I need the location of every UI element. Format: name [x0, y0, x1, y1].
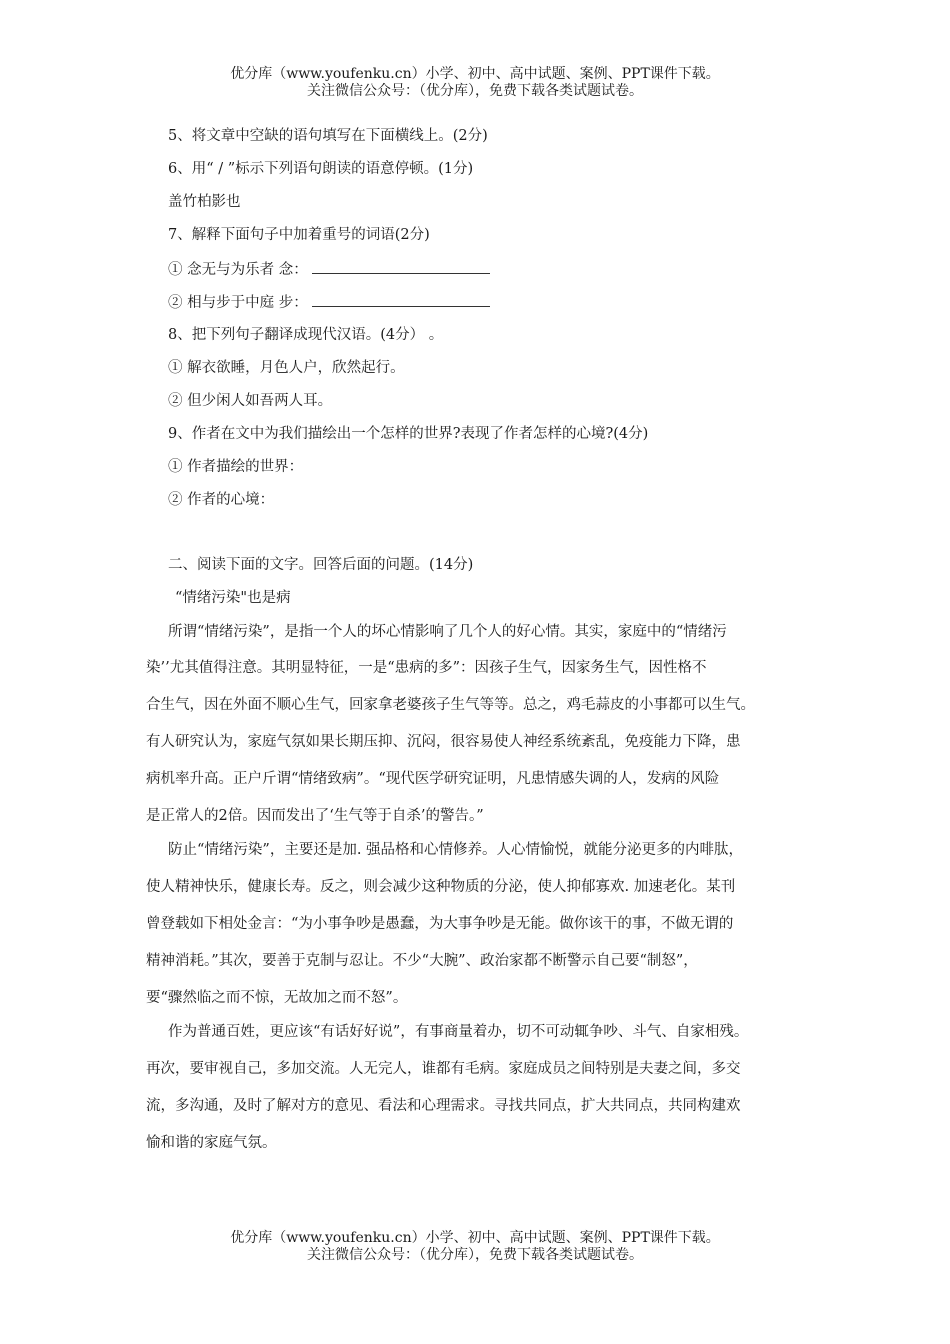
article-line: 作为普通百姓，更应该“有话好好说”，有事商量着办，切不可动辄争吵、斗气、自家相残。 [168, 1024, 749, 1040]
question-9-item-2: ② 作者的心境： [168, 492, 275, 508]
question-6-sentence: 盖竹柏影也 [168, 194, 241, 210]
header-line-1: 优分库（www.youfenku.cn）小学、初中、高中试题、案例、PPT课件下载。 [230, 66, 720, 82]
article-line: 曾登载如下相处金言：“为小事争吵是愚蠢，为大事争吵是无能。做你该干的事，不做无谓的 [146, 916, 734, 932]
footer-line-2: 关注微信公众号：（优分库），免费下载各类试题试卷。 [307, 1247, 643, 1263]
article-line: 精神消耗。”其次，要善于克制与忍让。不少“大腕”、政治家都不断警示自己要“制怒”， [146, 953, 698, 969]
question-7-item-1-text: ① 念无与为乐者 念： [168, 262, 308, 278]
article-line: 是正常人的2倍。因而发出了‘生气等于自杀’的警告。” [146, 808, 484, 824]
page-header [0, 66, 950, 100]
question-9-item-1: ① 作者描绘的世界： [168, 459, 304, 475]
article-line: 再次，要审视自己，多加交流。人无完人，谁都有毛病。家庭成员之间特别是夫妻之间，多交 [146, 1061, 741, 1077]
question-8-item-2: ② 但少闲人如吾两人耳。 [168, 393, 333, 409]
question-7-item-2-text: ② 相与步于中庭 步： [168, 295, 308, 311]
question-7: 7、解释下面句子中加着重号的词语(2分) [168, 227, 430, 243]
article-line: 要“骤然临之而不惊，无故加之而不怒”。 [146, 990, 408, 1006]
question-6: 6、用“ / ”标示下列语句朗读的语意停顿。(1分) [168, 161, 474, 177]
article-line: 染’’尤其值得注意。其明显特征，一是“患病的多”：因孩子生气，因家务生气，因性格不 [146, 660, 707, 676]
question-8: 8、把下列句子翻译成现代汉语。(4分） 。 [168, 327, 444, 343]
question-7-item-2 [168, 292, 490, 313]
article-line: 流，多沟通，及时了解对方的意见、看法和心理需求。寻找共同点，扩大共同点，共同构建欢 [146, 1098, 741, 1114]
article-line: 所谓“情绪污染”，是指一个人的坏心情影响了几个人的好心情。其实，家庭中的“情绪污 [168, 624, 727, 640]
answer-blank-2[interactable] [312, 292, 490, 307]
header-line-2: 关注微信公众号：（优分库），免费下载各类试题试卷。 [307, 83, 643, 99]
article-line: 防止“情绪污染”，主要还是加. 强品格和心情修养。人心情愉悦，就能分泌更多的内啡肽， [168, 842, 744, 858]
question-8-item-1: ① 解衣欲睡，月色人户，欣然起行。 [168, 360, 405, 376]
question-9: 9、作者在文中为我们描绘出一个怎样的世界?表现了作者怎样的心境?(4分) [168, 426, 649, 442]
article-title: “情绪污染"也是病 [175, 590, 291, 606]
article-line: 使人精神快乐，健康长寿。反之，则会减少这种物质的分泌，使人抑郁寡欢. 加速老化。某刊 [146, 879, 736, 895]
article-line: 有人研究认为，家庭气氛如果长期压抑、沉闷，很容易使人神经系统紊乱，免疫能力下降，患 [146, 734, 741, 750]
article-line: 合生气，因在外面不顺心生气，回家拿老婆孩子生气等等。总之，鸡毛蒜皮的小事都可以生气。 [146, 697, 755, 713]
footer-line-1: 优分库（www.youfenku.cn）小学、初中、高中试题、案例、PPT课件下载。 [230, 1230, 720, 1246]
page-footer [0, 1230, 950, 1264]
answer-blank-1[interactable] [312, 259, 490, 274]
article-line: 病机率升高。正户斤谓“情绪致病”。“现代医学研究证明，凡患情感失调的人，发病的风险 [146, 771, 720, 787]
question-7-item-1 [168, 259, 490, 280]
question-5: 5、将文章中空缺的语句填写在下面横线上。(2分) [168, 128, 488, 144]
article-line: 愉和谐的家庭气氛。 [146, 1135, 277, 1151]
section-2-heading: 二、阅读下面的文字。回答后面的问题。(14分) [168, 557, 474, 573]
